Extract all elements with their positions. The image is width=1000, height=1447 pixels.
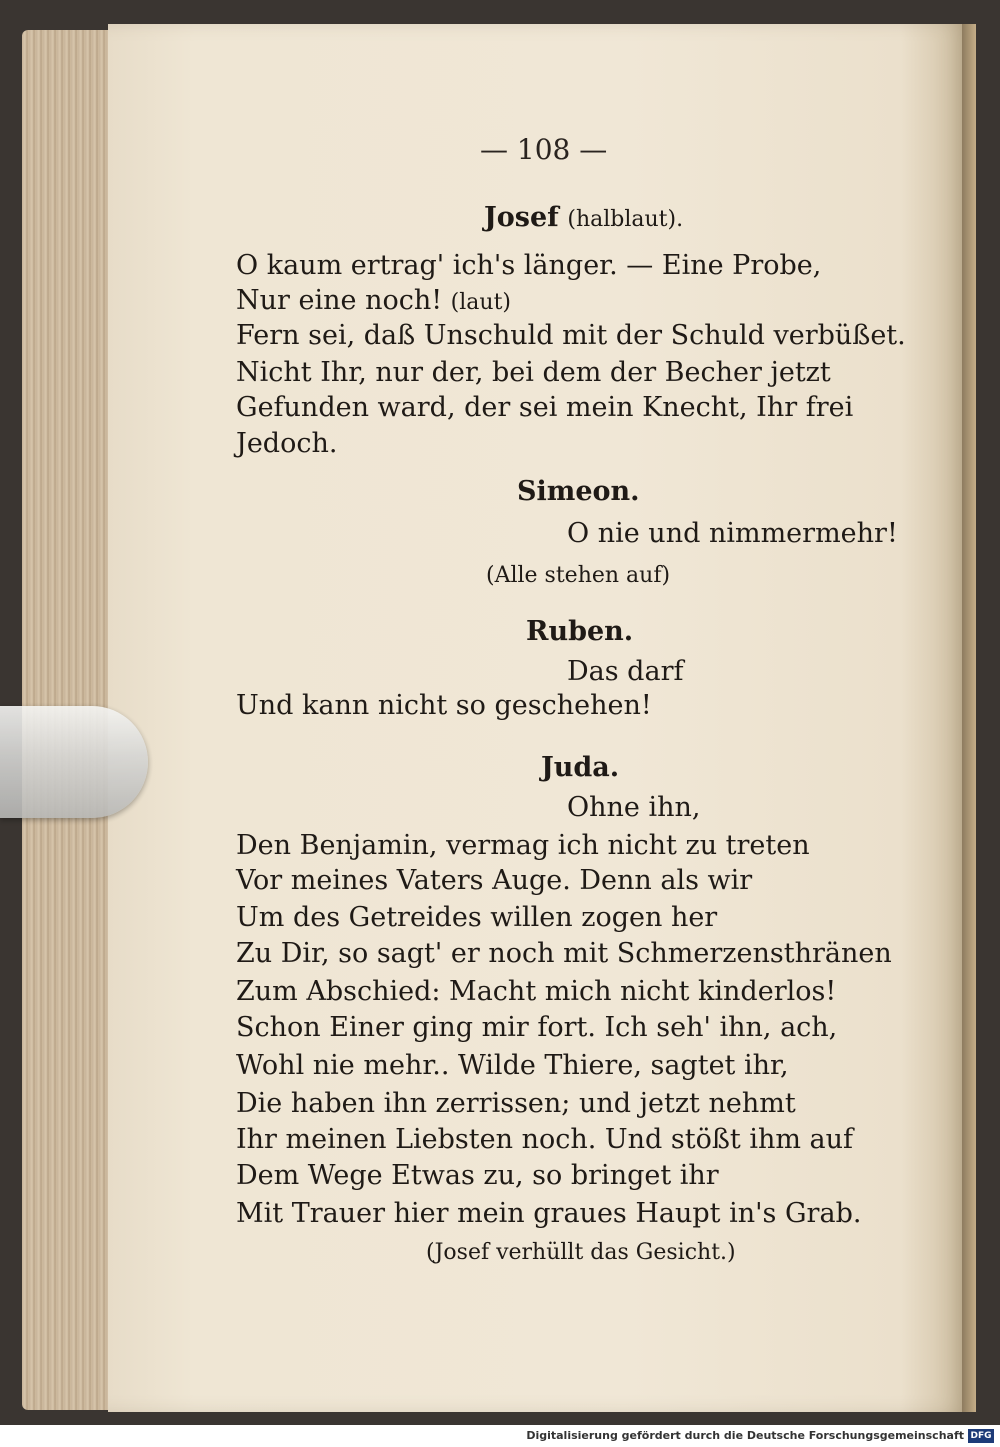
dfg-logo: DFG [968,1429,994,1443]
footer-bar [0,1425,1000,1447]
stage-direction: (laut) [450,290,511,315]
funding-credit: Digitalisierung gefördert durch die Deutsche Forschungsgemeinschaft [526,1429,964,1442]
verse-line: Gefunden ward, der sei mein Knecht, Ihr frei [236,392,854,423]
verse-line: Fern sei, daß Unschuld mit der Schuld verbüßet. [236,320,906,351]
verse-line: O nie und nimmermehr! [567,518,898,549]
page-number: — 108 — [480,133,608,166]
verse-line: Das darf [567,656,684,687]
speaker-juda: Juda. [541,752,620,783]
speaker-josef [484,202,683,233]
verse-line: Den Benjamin, vermag ich nicht zu treten [236,830,810,861]
verse-line: Nicht Ihr, nur der, bei dem der Becher jetzt [236,357,831,388]
speaker-simeon: Simeon. [517,476,640,507]
verse-line: Die haben ihn zerrissen; und jetzt nehmt [236,1088,796,1119]
stage-direction: (halblaut). [567,207,684,232]
verse-line: O kaum ertrag' ich's länger. — Eine Probe, [236,250,822,281]
page-clip [0,706,148,818]
verse-line: Zu Dir, so sagt' er noch mit Schmerzensthränen [236,938,892,969]
stage-direction: (Josef verhüllt das Gesicht.) [426,1240,736,1265]
verse-line: Mit Trauer hier mein graues Haupt in's Grab. [236,1198,862,1229]
verse-line: Und kann nicht so geschehen! [236,690,652,721]
verse-line: Dem Wege Etwas zu, so bringet ihr [236,1160,719,1191]
verse-text: Nur eine noch! [236,285,443,316]
verse-line: Um des Getreides willen zogen her [236,902,718,933]
verse-line: Vor meines Vaters Auge. Denn als wir [236,865,753,896]
verse-line [236,285,511,316]
verse-line: Jedoch. [236,428,338,459]
speaker-ruben: Ruben. [526,616,634,647]
verse-line: Ihr meinen Liebsten noch. Und stößt ihm auf [236,1124,854,1155]
book-spine [962,24,976,1412]
verse-line: Schon Einer ging mir fort. Ich seh' ihn, ach, [236,1012,838,1043]
verse-line: Ohne ihn, [567,792,701,823]
stage-direction: (Alle stehen auf) [486,563,671,588]
verse-line: Zum Abschied: Macht mich nicht kinderlos! [236,976,837,1007]
verse-line: Wohl nie mehr.. Wilde Thiere, sagtet ihr, [236,1050,789,1081]
speaker-name: Josef [484,202,559,233]
